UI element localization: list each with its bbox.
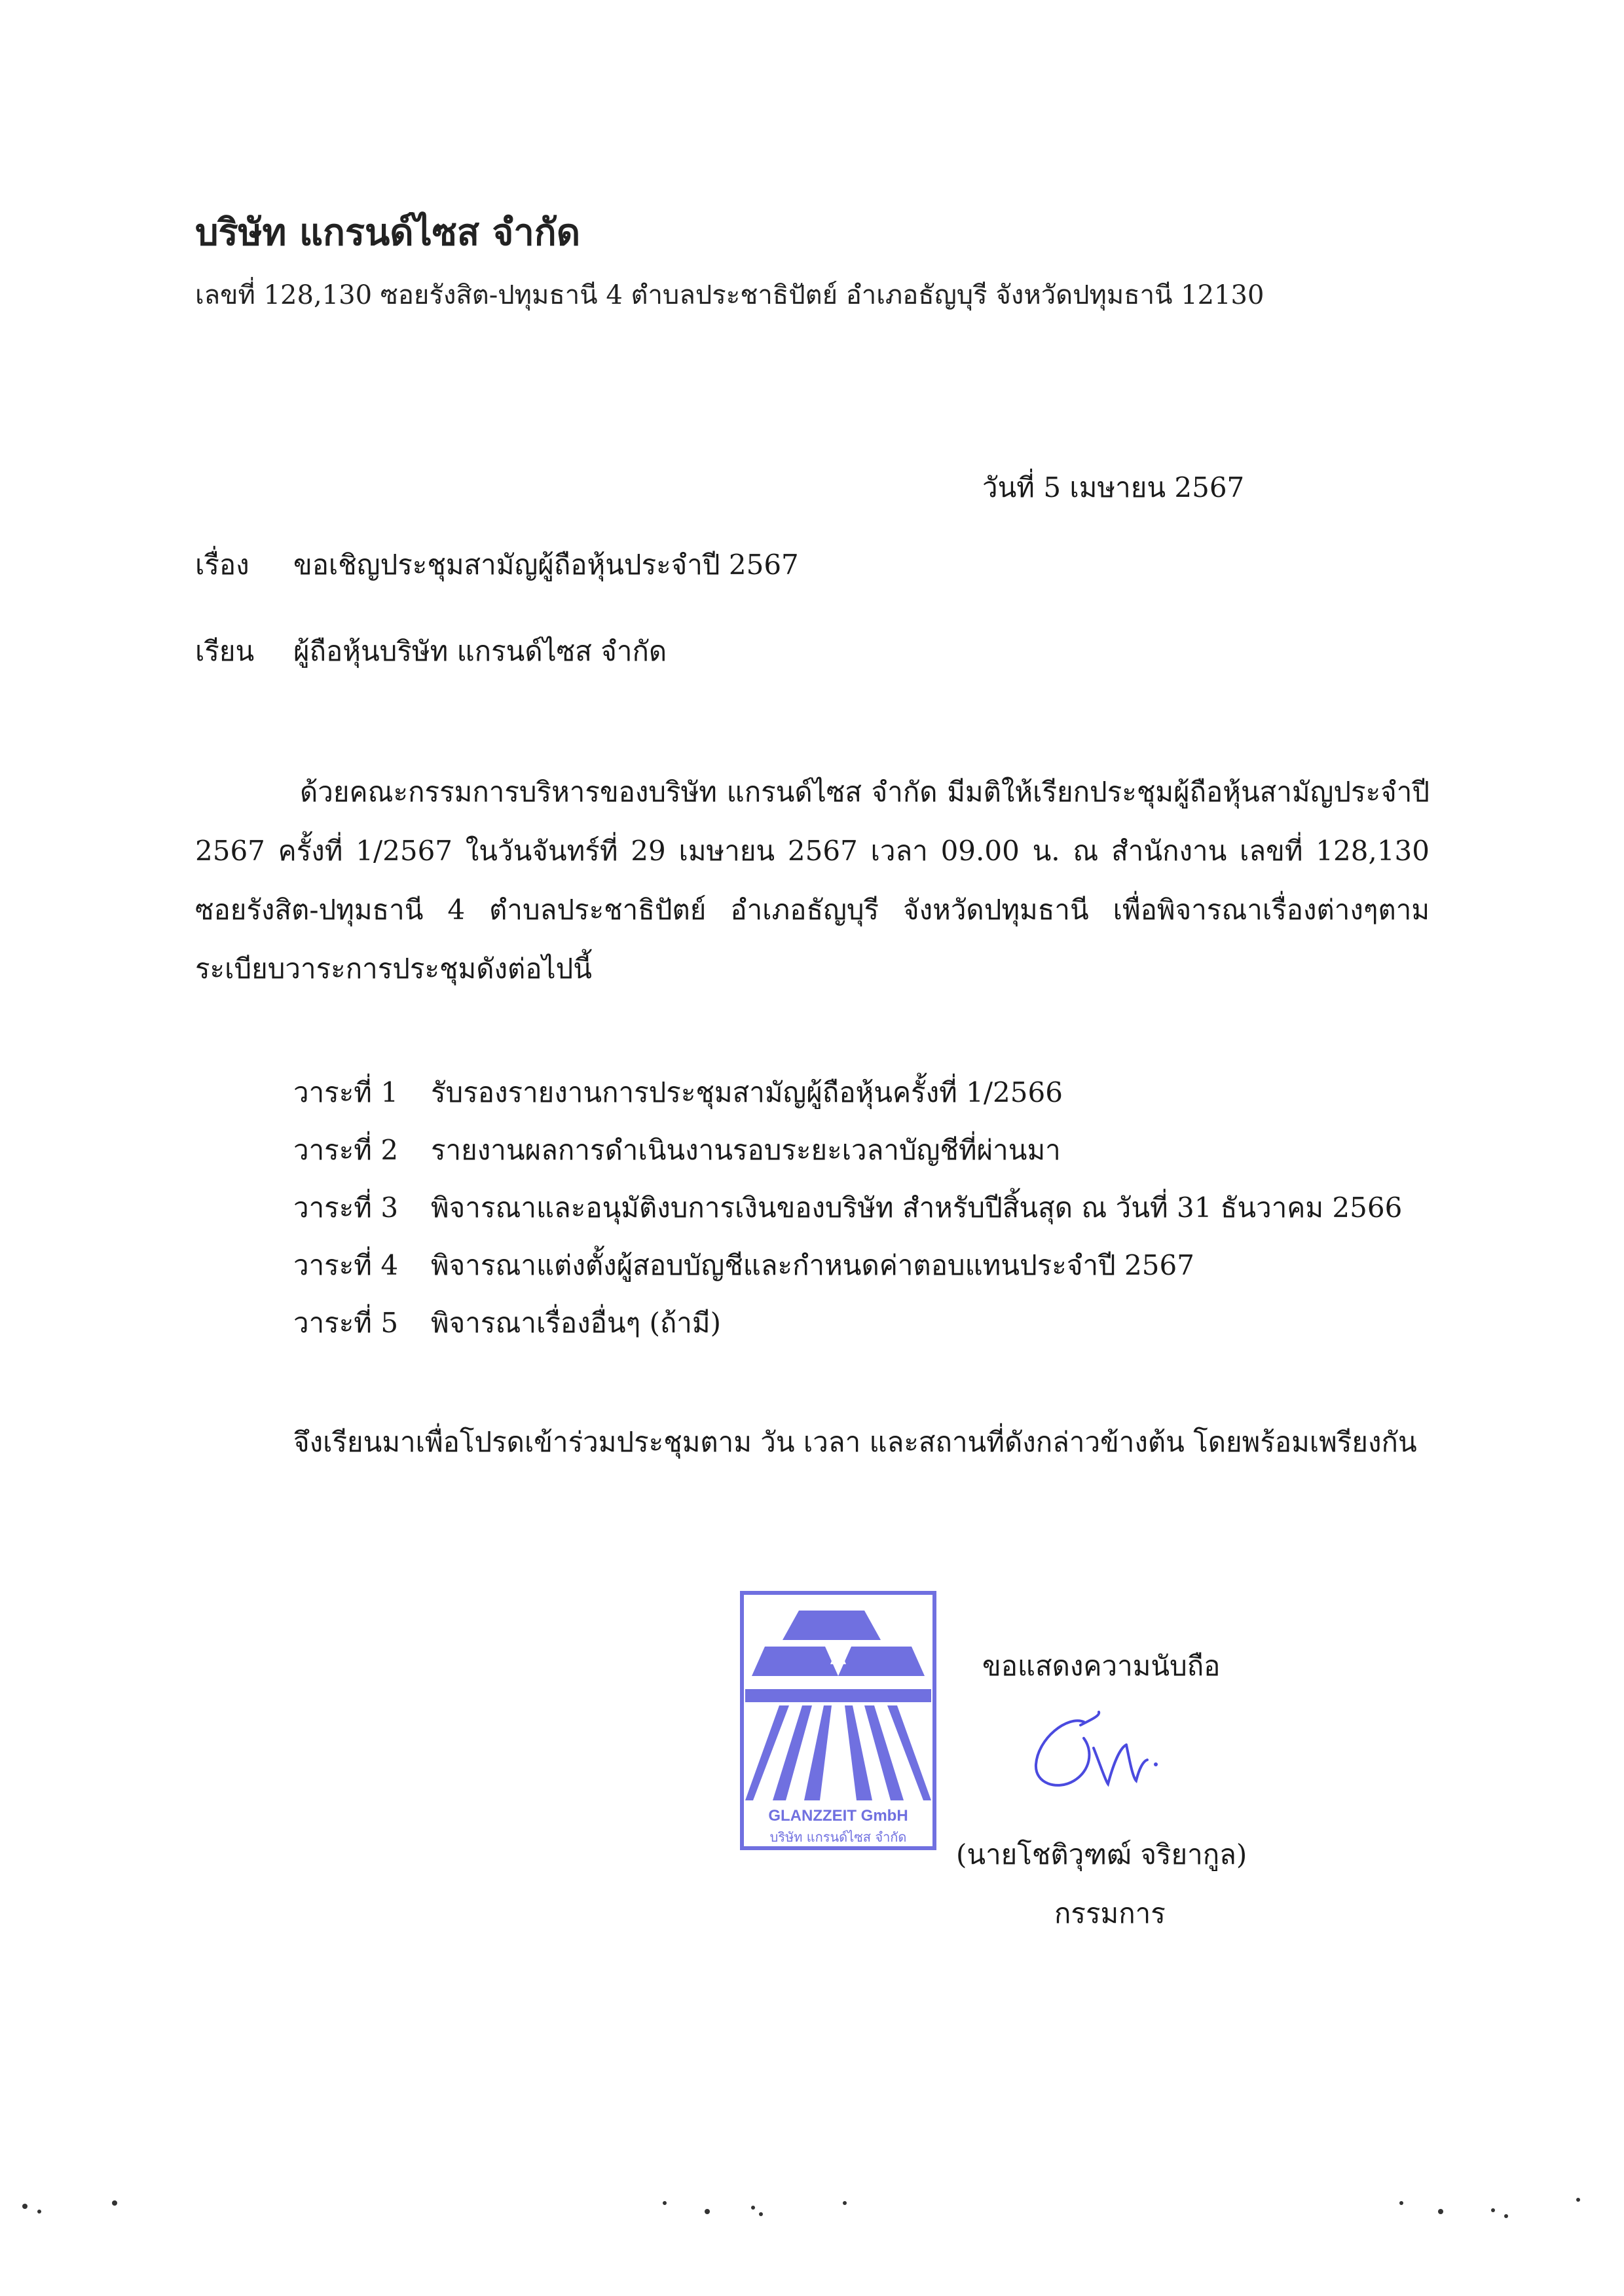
- seal-thai-name: บริษัท แกรนด์ไซส จำกัด: [769, 1829, 907, 1845]
- agenda-item: [293, 1237, 1402, 1294]
- company-name: บริษัท แกรนด์ไซส จำกัด: [195, 211, 581, 254]
- body-text: ด้วยคณะกรรมการบริหารของบริษัท แกรนด์ไซส จำกัด มีมติให้เรียกประชุมผู้ถือหุ้นสามัญประจำปี 2567 ครั้งที่ 1/2567 ในวันจันทร์ที่ 29 เมษายน 2567 เวลา 09.00 น. ณ สำนักงาน เลขที่ 128,130 ซอยรังสิต-ปทุมธานี 4 ตำบลประชาธิปัตย์ อำเภอธัญบุรี จังหวัดปทุมธานี เพื่อพิจารณาเรื่องต่างๆตามระเบียบวาระการประชุมดังต่อไปนี้: [195, 776, 1430, 985]
- company-seal: [740, 1591, 936, 1853]
- agenda-number: วาระที่ 2: [293, 1134, 399, 1166]
- agenda-text: พิจารณาแต่งตั้งผู้สอบบัญชีและกำหนดค่าตอบแทนประจำปี 2567: [431, 1249, 1194, 1281]
- agenda-item: [293, 1121, 1402, 1179]
- signature: [1022, 1702, 1166, 1810]
- signature-icon: [1022, 1702, 1166, 1807]
- subject-label: เรื่อง: [195, 549, 249, 581]
- body-paragraph: [195, 763, 1430, 998]
- agenda-text: รายงานผลการดำเนินงานรอบระยะเวลาบัญชีที่ผ่านมา: [431, 1134, 1061, 1166]
- agenda-item: [293, 1179, 1402, 1237]
- agenda-item: [293, 1294, 1402, 1352]
- agenda-number: วาระที่ 5: [293, 1307, 399, 1339]
- recipient-label: เรียน: [195, 635, 255, 667]
- recipient-line: [195, 630, 667, 673]
- agenda-number: วาระที่ 3: [293, 1192, 399, 1224]
- closing-sentence: จึงเรียนมาเพื่อโปรดเข้าร่วมประชุมตาม วัน เวลา และสถานที่ดังกล่าวข้างต้น โดยพร้อมเพรียงกัน: [293, 1426, 1417, 1458]
- signer-position: กรรมการ: [1054, 1897, 1166, 1929]
- company-address: เลขที่ 128,130 ซอยรังสิต-ปทุมธานี 4 ตำบลประชาธิปัตย์ อำเภอธัญบุรี จังหวัดปทุมธานี 12130: [195, 280, 1264, 310]
- agenda-text: พิจารณาและอนุมัติงบการเงินของบริษัท สำหรับปีสิ้นสุด ณ วันที่ 31 ธันวาคม 2566: [431, 1192, 1403, 1224]
- agenda-item: [293, 1064, 1402, 1121]
- agenda-text: พิจารณาเรื่องอื่นๆ (ถ้ามี): [431, 1307, 721, 1339]
- agenda-text: รับรองรายงานการประชุมสามัญผู้ถือหุ้นครั้งที่ 1/2566: [431, 1076, 1063, 1108]
- signer-name: (นายโชติวุฑฒ์ จริยากูล): [956, 1838, 1247, 1870]
- letter-date: วันที่ 5 เมษายน 2567: [982, 471, 1245, 503]
- subject-line: [195, 543, 799, 587]
- subject-text: ขอเชิญประชุมสามัญผู้ถือหุ้นประจำปี 2567: [293, 549, 799, 581]
- seal-company-name: GLANZZEIT GmbH: [768, 1807, 908, 1825]
- agenda-number: วาระที่ 4: [293, 1249, 399, 1281]
- agenda-list: [293, 1064, 1402, 1352]
- agenda-number: วาระที่ 1: [293, 1076, 399, 1108]
- scan-specks: [0, 2167, 1624, 2239]
- regards-text: ขอแสดงความนับถือ: [982, 1650, 1221, 1682]
- recipient-text: ผู้ถือหุ้นบริษัท แกรนด์ไซส จำกัด: [293, 635, 667, 667]
